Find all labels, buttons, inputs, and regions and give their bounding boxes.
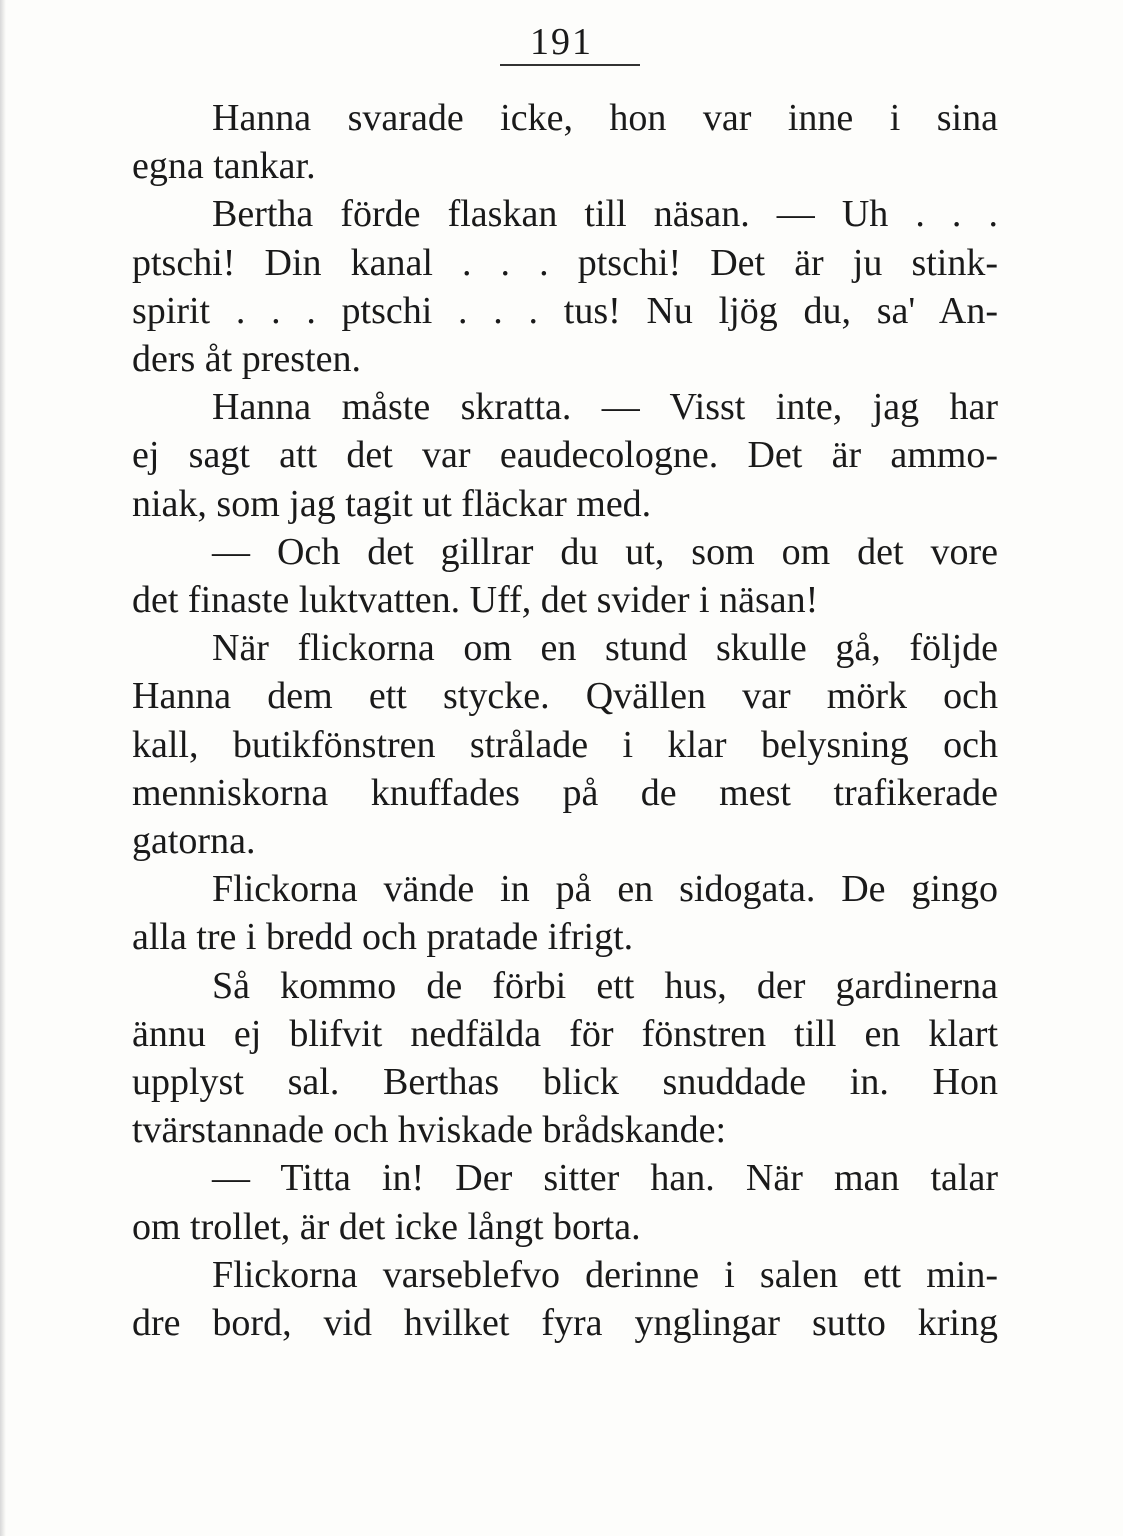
text-line: — Titta in! Der sitter han. När man talar [212, 1157, 998, 1200]
text-line: ptschi! Din kanal . . . ptschi! Det är ju stink- [132, 241, 998, 284]
text-line: det finaste luktvatten. Uff, det svider i näsan! [132, 579, 819, 622]
header-rule [500, 64, 640, 66]
text-line: ders åt presten. [132, 338, 361, 381]
text-line: kall, butikfönstren strålade i klar belysning och [132, 723, 998, 766]
text-line: ännu ej blifvit nedfälda för fönstren till en klart [132, 1012, 998, 1055]
text-line: tvärstannade och hviskade brådskande: [132, 1109, 727, 1152]
text-line: alla tre i bredd och pratade ifrigt. [132, 916, 634, 959]
text-line: ej sagt att det var eaudecologne. Det är ammo- [132, 434, 998, 477]
text-line: Så kommo de förbi ett hus, der gardinerna [212, 964, 998, 1007]
text-line: — Och det gillrar du ut, som om det vore [212, 530, 998, 573]
text-line: upplyst sal. Berthas blick snuddade in. Hon [132, 1061, 998, 1104]
text-line: om trollet, är det icke långt borta. [132, 1205, 641, 1248]
text-line: dre bord, vid hvilket fyra ynglingar sutto kring [132, 1302, 998, 1345]
text-line: Hanna dem ett stycke. Qvällen var mörk och [132, 675, 998, 718]
text-line: Hanna måste skratta. — Visst inte, jag har [212, 386, 998, 429]
text-line: gatorna. [132, 820, 256, 863]
text-line: egna tankar. [132, 145, 316, 188]
text-line: niak, som jag tagit ut fläckar med. [132, 482, 652, 525]
page-number: 191 [530, 21, 593, 63]
text-line: När flickorna om en stund skulle gå, följde [212, 627, 998, 670]
page-edge-shadow [0, 0, 6, 1536]
text-line: Flickorna varseblefvo derinne i salen ett min- [212, 1253, 998, 1296]
body-text [132, 94, 998, 1347]
text-line: Bertha förde flaskan till näsan. — Uh . . . [212, 193, 998, 236]
text-line: menniskorna knuffades på de mest trafikerade [132, 771, 998, 814]
text-line: Hanna svarade icke, hon var inne i sina [212, 97, 998, 139]
text-line: spirit . . . ptschi . . . tus! Nu ljög du, sa' An- [132, 289, 998, 332]
text-line: Flickorna vände in på en sidogata. De gingo [212, 868, 998, 911]
